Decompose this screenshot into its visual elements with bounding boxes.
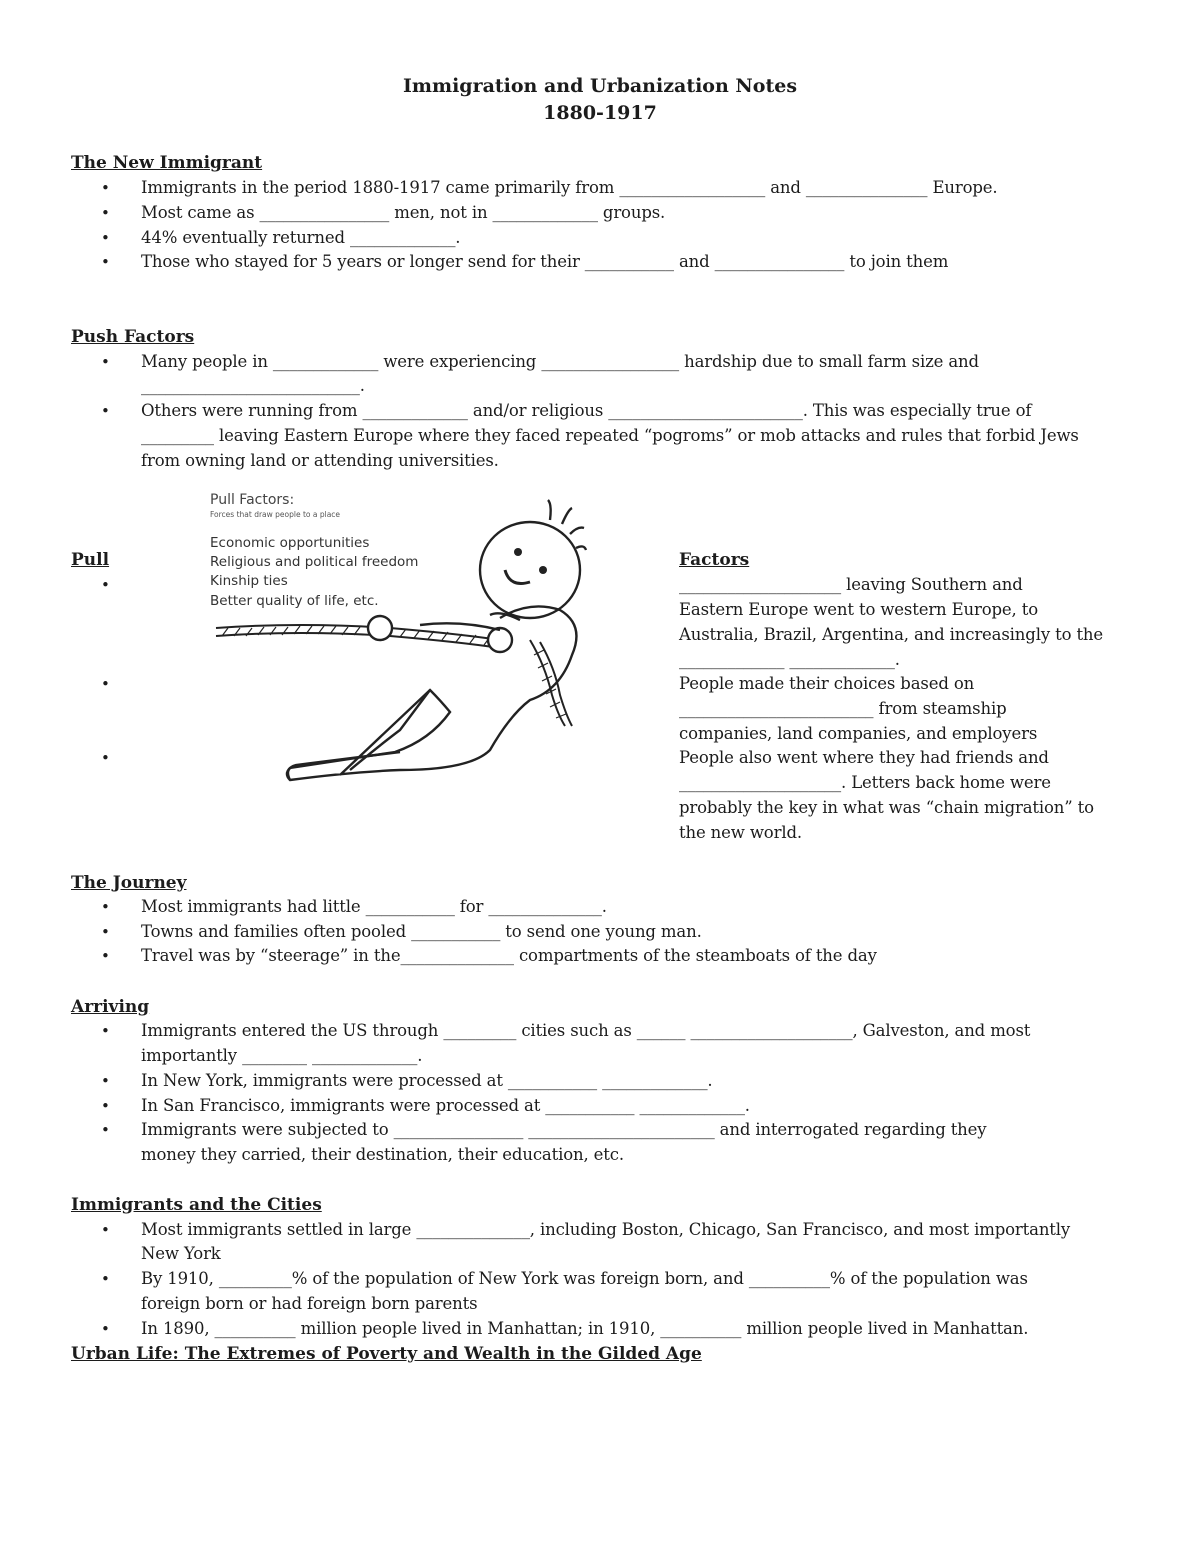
pull-factor-item: Economic opportunities	[210, 535, 370, 551]
arriving-line: importantly ________ _____________.	[141, 1046, 423, 1065]
pull-factor-item: Kinship ties	[210, 573, 288, 589]
bullet-icon: •	[101, 675, 110, 693]
arriving-line: Immigrants were subjected to ________________ _______________________ and interrogated regarding they	[141, 1120, 987, 1139]
bullet-icon: •	[101, 402, 110, 420]
bullet-icon: •	[101, 1022, 110, 1040]
push-line: _________ leaving Eastern Europe where they faced repeated “pogroms” or mob attacks and rules that forbid Jews	[141, 426, 1079, 445]
pull-factor-item: Religious and political freedom	[210, 554, 419, 570]
pull-line: Australia, Brazil, Argentina, and increasingly to the	[679, 625, 1104, 644]
bullet-icon: •	[101, 1270, 110, 1288]
heading-arriving: Arriving	[71, 997, 150, 1017]
push-line: Others were running from _____________ and/or religious ________________________. This was especially true of	[141, 401, 1032, 420]
heading-urban-life: Urban Life: The Extremes of Poverty and Wealth in the Gilded Age	[71, 1344, 702, 1364]
pull-line: ____________________. Letters back home were	[679, 773, 1051, 792]
journey-line: Towns and families often pooled ___________ to send one young man.	[141, 922, 702, 941]
bullet-icon: •	[101, 947, 110, 965]
bullet-icon: •	[101, 923, 110, 941]
journey-line: Travel was by “steerage” in the______________ compartments of the steamboats of the day	[141, 946, 877, 965]
heading-new-immigrant: The New Immigrant	[71, 153, 263, 173]
arriving-line: money they carried, their destination, their education, etc.	[141, 1145, 624, 1164]
cities-line: New York	[141, 1244, 221, 1263]
bullet-icon: •	[101, 229, 110, 247]
bullet-icon: •	[101, 179, 110, 197]
new-immigrant-line: Those who stayed for 5 years or longer send for their ___________ and ________________ to join them	[141, 252, 949, 271]
new-immigrant-line: 44% eventually returned _____________.	[141, 228, 461, 247]
arriving-line: In San Francisco, immigrants were processed at ___________ _____________.	[141, 1096, 750, 1115]
heading-immigrants-cities: Immigrants and the Cities	[71, 1195, 322, 1215]
heading-push-factors: Push Factors	[71, 327, 195, 347]
pull-line: ________________________ from steamship	[679, 699, 1007, 718]
bullet-icon: •	[101, 1097, 110, 1115]
pull-line: _____________ _____________.	[679, 650, 900, 669]
bullet-icon: •	[101, 576, 110, 594]
bullet-icon: •	[101, 253, 110, 271]
pull-factor-item: Better quality of life, etc.	[210, 593, 379, 609]
pull-line: Eastern Europe went to western Europe, to	[679, 600, 1039, 619]
cities-line: In 1890, __________ million people lived in Manhattan; in 1910, __________ million people lived in Manhattan.	[141, 1319, 1029, 1338]
bullet-icon: •	[101, 898, 110, 916]
arriving-line: Immigrants entered the US through _________ cities such as ______ ____________________, Galveston, and most	[141, 1021, 1031, 1040]
page-subtitle-years: 1880-1917	[543, 102, 657, 124]
heading-journey: The Journey	[71, 873, 187, 893]
push-line: from owning land or attending universities.	[141, 451, 499, 470]
bullet-icon: •	[101, 1121, 110, 1139]
new-immigrant-line: Most came as ________________ men, not in _____________ groups.	[141, 203, 666, 222]
pull-factors-caption-subtitle: Forces that draw people to a place	[210, 510, 341, 519]
new-immigrant-line: Immigrants in the period 1880-1917 came primarily from __________________ and _______________ Europe.	[141, 178, 998, 197]
bullet-icon: •	[101, 353, 110, 371]
journey-line: Most immigrants had little ___________ for ______________.	[141, 897, 607, 916]
pull-line: People also went where they had friends and	[679, 748, 1049, 767]
heading-factors: Factors	[679, 550, 750, 570]
bullet-icon: •	[101, 749, 110, 767]
bullet-icon: •	[101, 204, 110, 222]
arriving-line: In New York, immigrants were processed at ___________ _____________.	[141, 1071, 713, 1090]
pull-factors-caption-title: Pull Factors:	[210, 492, 295, 508]
push-line: ___________________________.	[141, 376, 365, 395]
pull-line: ____________________ leaving Southern and	[679, 575, 1023, 594]
heading-pull: Pull	[71, 550, 110, 570]
bullet-icon: •	[101, 1320, 110, 1338]
pull-line: companies, land companies, and employers	[679, 724, 1038, 743]
cities-line: By 1910, _________% of the population of New York was foreign born, and __________% of the population was	[141, 1269, 1028, 1288]
cities-line: Most immigrants settled in large ______________, including Boston, Chicago, San Francisco, and most importantly	[141, 1220, 1071, 1239]
bullet-icon: •	[101, 1221, 110, 1239]
page-title: Immigration and Urbanization Notes	[402, 75, 798, 97]
push-line: Many people in _____________ were experiencing _________________ hardship due to small farm size and	[141, 352, 979, 371]
pull-line: the new world.	[679, 823, 802, 842]
bullet-icon: •	[101, 1072, 110, 1090]
rope-twist-icon	[222, 626, 566, 718]
pull-line: People made their choices based on	[679, 674, 975, 693]
cities-line: foreign born or had foreign born parents	[141, 1294, 478, 1313]
pull-line: probably the key in what was “chain migration” to	[679, 798, 1094, 817]
